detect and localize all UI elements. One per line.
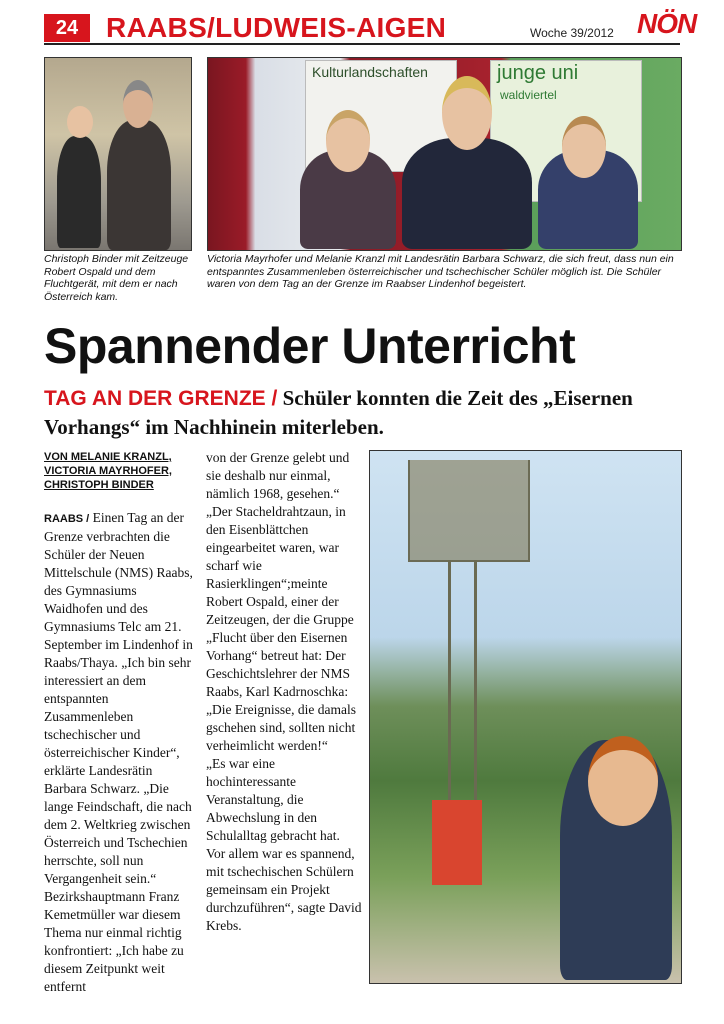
person-pointing-boy-head: [588, 736, 658, 826]
article-column-1-text: Einen Tag an der Grenze verbrachten die Schüler der Neuen Mittelschule (NMS) Raabs, des Gymnasiums Waidhofen und des Gymnasiums Telc am 21. September im Lindenhof in Raabs/Thaya. „Ich bin sehr interessiert an dem entspannten Zusammenleben tschechischer und österreichischer Kinder“, erklärte Landesrätin Barbara Schwarz. „Die lange Feindschaft, die nach dem 2. Weltkrieg zwischen Österreich und Tschechien herrschte, soll nun Vergangenheit sein.“ Bezirkshauptmann Franz Kemetmüller war diesem Thema nur einmal richtig konfrontiert: „Ich habe zu diesem Zeitpunkt weit entfernt: [44, 510, 193, 994]
person-man: [107, 120, 171, 250]
article-headline: Spannender Unterricht: [44, 318, 576, 374]
article-dateline: RAABS /: [44, 513, 90, 525]
article-column-2-paragraph: „Es war eine hochinteressante Veranstaltung, die Abwechslung in den Schulalltag gebracht hat. Vor allem war es spannend, mit tschechischen Schülern gemeinsam ein Projekt durchzuführen“, sagte David Krebs.: [206, 756, 362, 933]
person-girl-right-head: [562, 116, 606, 178]
person-barbara-schwarz-head: [442, 76, 492, 150]
publication-logo: NÖN: [637, 8, 697, 39]
photo-ospald-binder: [44, 57, 192, 251]
person-girl-left-head: [326, 110, 370, 172]
banner-junge-uni-text: junge uni: [497, 62, 579, 84]
photo-caption-left: Christoph Binder mit Zeitzeuge Robert Ospald und dem Fluchtgerät, mit dem er nach Österreich kam.: [44, 253, 189, 303]
banner-junge-uni-sub: waldviertel: [500, 88, 557, 102]
article-column-1: [44, 509, 194, 996]
article-column-2-paragraph: von der Grenze gelebt und sie deshalb nur einmal, nämlich 1968, gesehen.“: [206, 450, 350, 501]
photo-caption-right: Victoria Mayrhofer und Melanie Kranzl mit Landesrätin Barbara Schwarz, die sich freut, dass nun ein entspanntes Zusammenleben österreichischer und tschechischer Schüler möglich ist. Die Schüler waren von dem Tag an der Grenze im Raabser Lindenhof begeistert.: [207, 253, 674, 290]
banner-kulturlandschaften-text: Kulturlandschaften: [312, 64, 428, 80]
page-number: 24: [44, 14, 90, 42]
issue-label: Woche 39/2012: [530, 26, 614, 40]
person-man-head: [123, 80, 153, 128]
article-subhead: [44, 384, 684, 441]
person-barbara-schwarz: [402, 138, 532, 249]
article-kicker: TAG AN DER GRENZE /: [44, 387, 278, 410]
person-boy-head: [67, 106, 93, 138]
article-column-2: [206, 449, 362, 935]
article-column-2-paragraph: „Der Stacheldrahtzaun, in den Eisenblättchen eingearbeitet waren, war scharf wie Rasierklingen“;meinte Robert Ospald, einer der Zeitzeugen, der die Gruppe „Flucht über den Eisernen Vorhang“ betreut hat: Der Geschichtslehrer der NMS Raabs, Karl Kadrnoschka: „Die Ereignisse, die damals gschehen sind, sollten nicht verheimlicht werden!“: [206, 504, 356, 753]
header-rule: [44, 43, 680, 45]
person-boy: [57, 136, 101, 248]
article-subhead-text: Schüler konnten die Zeit des „Eisernen Vorhangs“ im Nachhinein miterleben.: [44, 386, 633, 439]
article-byline: VON MELANIE KRANZL, VICTORIA MAYRHOFER, CHRISTOPH BINDER: [44, 451, 172, 491]
watchtower-cabin: [408, 460, 530, 562]
section-title: RAABS/LUDWEIS-AIGEN: [106, 12, 447, 43]
red-barrier-box: [432, 800, 482, 885]
